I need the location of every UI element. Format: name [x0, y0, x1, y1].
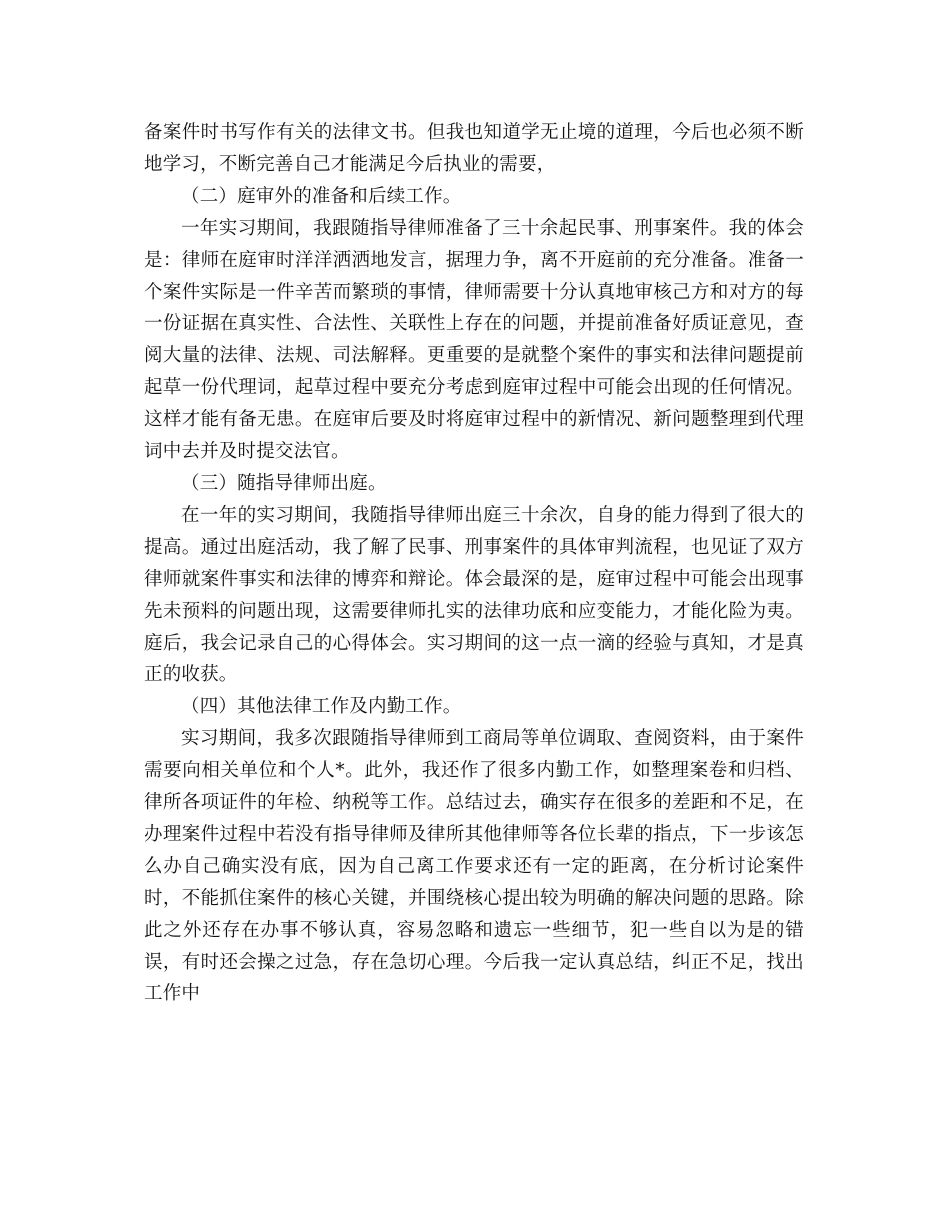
paragraph-continuation: 备案件时书写作有关的法律文书。但我也知道学无止境的道理，今后也必须不断地学习，不断完善自己才能满足今后执业的需要， [144, 122, 804, 175]
section-heading-3: （三）随指导律师出庭。 [181, 472, 387, 494]
section-heading-2: （二）庭审外的准备和后续工作。 [181, 185, 462, 207]
section-heading-4: （四）其他法律工作及内勤工作。 [181, 696, 462, 718]
paragraph-preparation: 一年实习期间，我跟随指导律师准备了三十余起民事、刑事案件。我的体会是：律师在庭审时洋洋洒洒地发言，据理力争，离不开庭前的充分准备。准备一个案件实际是一件辛苦而繁琐的事情，律师需要十分认真地审核己方和对方的每一份证据在真实性、合法性、关联性上存在的问题，并提前准备好质证意见，查阅大量的法律、法规、司法解释。更重要的是就整个案件的事实和法律问题提前起草一份代理词，起草过程中要充分考虑到庭审过程中可能会出现的任何情况。这样才能有备无患。在庭审后要及时将庭审过程中的新情况、新问题整理到代理词中去并及时提交法官。 [144, 217, 804, 463]
paragraph-court: 在一年的实习期间，我随指导律师出庭三十余次，自身的能力得到了很大的提高。通过出庭活动，我了解了民事、刑事案件的具体审判流程，也见证了双方律师就案件事实和法律的博弈和辩论。体会最深的是，庭审过程中可能会出现事先未预料的问题出现，这需要律师扎实的法律功底和应变能力，才能化险为夷。庭后，我会记录自己的心得体会。实习期间的这一点一滴的经验与真知，才是真正的收获。 [144, 504, 804, 686]
paragraph-other-work: 实习期间，我多次跟随指导律师到工商局等单位调取、查阅资料，由于案件需要向相关单位和个人*。此外，我还作了很多内勤工作，如整理案卷和归档、律所各项证件的年检、纳税等工作。总结过去，确实存在很多的差距和不足，在办理案件过程中若没有指导律师及律所其他律师等各位长辈的指点，下一步该怎么办自己确实没有底，因为自己离工作要求还有一定的距离，在分析讨论案件时，不能抓住案件的核心关键，并围绕核心提出较为明确的解决问题的思路。除此之外还存在办事不够认真，容易忽略和遗忘一些细节，犯一些自以为是的错误，有时还会操之过急，存在急切心理。今后我一定认真总结，纠正不足，找出工作中 [144, 728, 804, 1005]
document-body [144, 117, 804, 1010]
